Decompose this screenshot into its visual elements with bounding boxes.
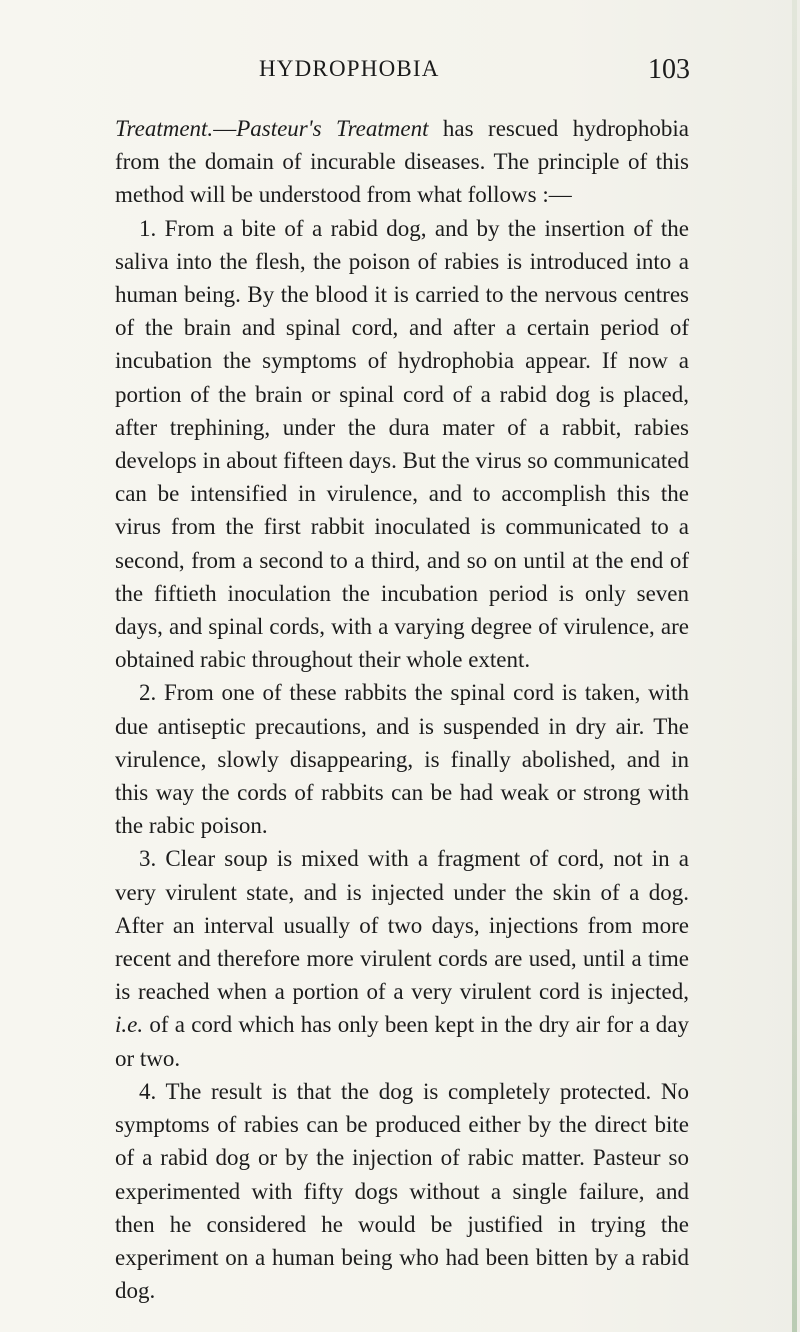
section-heading: Treatment. [115,116,214,141]
page-number: 103 [648,54,690,85]
list-item-1: 1. From a bite of a rabid dog, and by the insertion of the saliva into the flesh, the poison of rabies is introduced into a human being. By the blood it is carried to the nervous centres of the brain and spinal cord, and after a certain period of incubation the symptoms of hydrophobia appear. If now a portion of the brain or spinal cord of a rabid dog is placed, after trephining, under the dura mater of a rabbit, rabies develops in about fifteen days. But the virus so communicated can be intensified in virulence, and to accomplish this the virus from the first rabbit inoculated is communicated to a second, from a second to a third, and so on until at the end of the fiftieth inoculation the incubation period is only seven days, and spinal cords, with a varying degree of virulence, are obtained rabic throughout their whole extent. [115,215,689,673]
list-item-2: 2. From one of these rabbits the spinal cord is taken, with due antiseptic precautions, and is suspended in dry air. The virulence, slowly disappearing, is finally abolished, and in this way the cords of rabbits can be had weak or strong with the rabic poison. [115,680,689,839]
intro-paragraph [115,112,689,212]
intro-text: has rescued hydrophobia from the domain of incurable diseases. The principle of this method will be understood from what follows :— [115,116,689,208]
page-body [115,112,689,1307]
running-head: HYDROPHOBIA [259,56,440,81]
treatment-name: Pasteur's Treatment [236,116,429,141]
list-item-3 [115,842,689,1074]
list-item-3-abbreviation: i.e. [115,1012,144,1038]
page-edge-shadow [792,0,797,1332]
heading-dash: — [213,116,237,141]
list-item-4: 4. The result is that the dog is completely protected. No symptoms of rabies can be produced either by the direct bite of a rabid dog or by the injection of rabic matter. Pasteur so experimented with fifty dogs without a single failure, and then he considered he would be justified in trying the experiment on a human being who had been bitten by a rabid dog. [115,1078,689,1304]
page-header [0,56,800,92]
list-item-3-text-b: of a cord which has only been kept in the dry air for a day or two. [115,1012,689,1071]
list-item-3-text-a: 3. Clear soup is mixed with a fragment of cord, not in a very virulent state, and is injected under the skin of a dog. After an interval usually of two days, injections from more recent and therefore more virulent cords are used, until a time is reached when a portion of a very virulent cord is injected, [115,846,689,1005]
